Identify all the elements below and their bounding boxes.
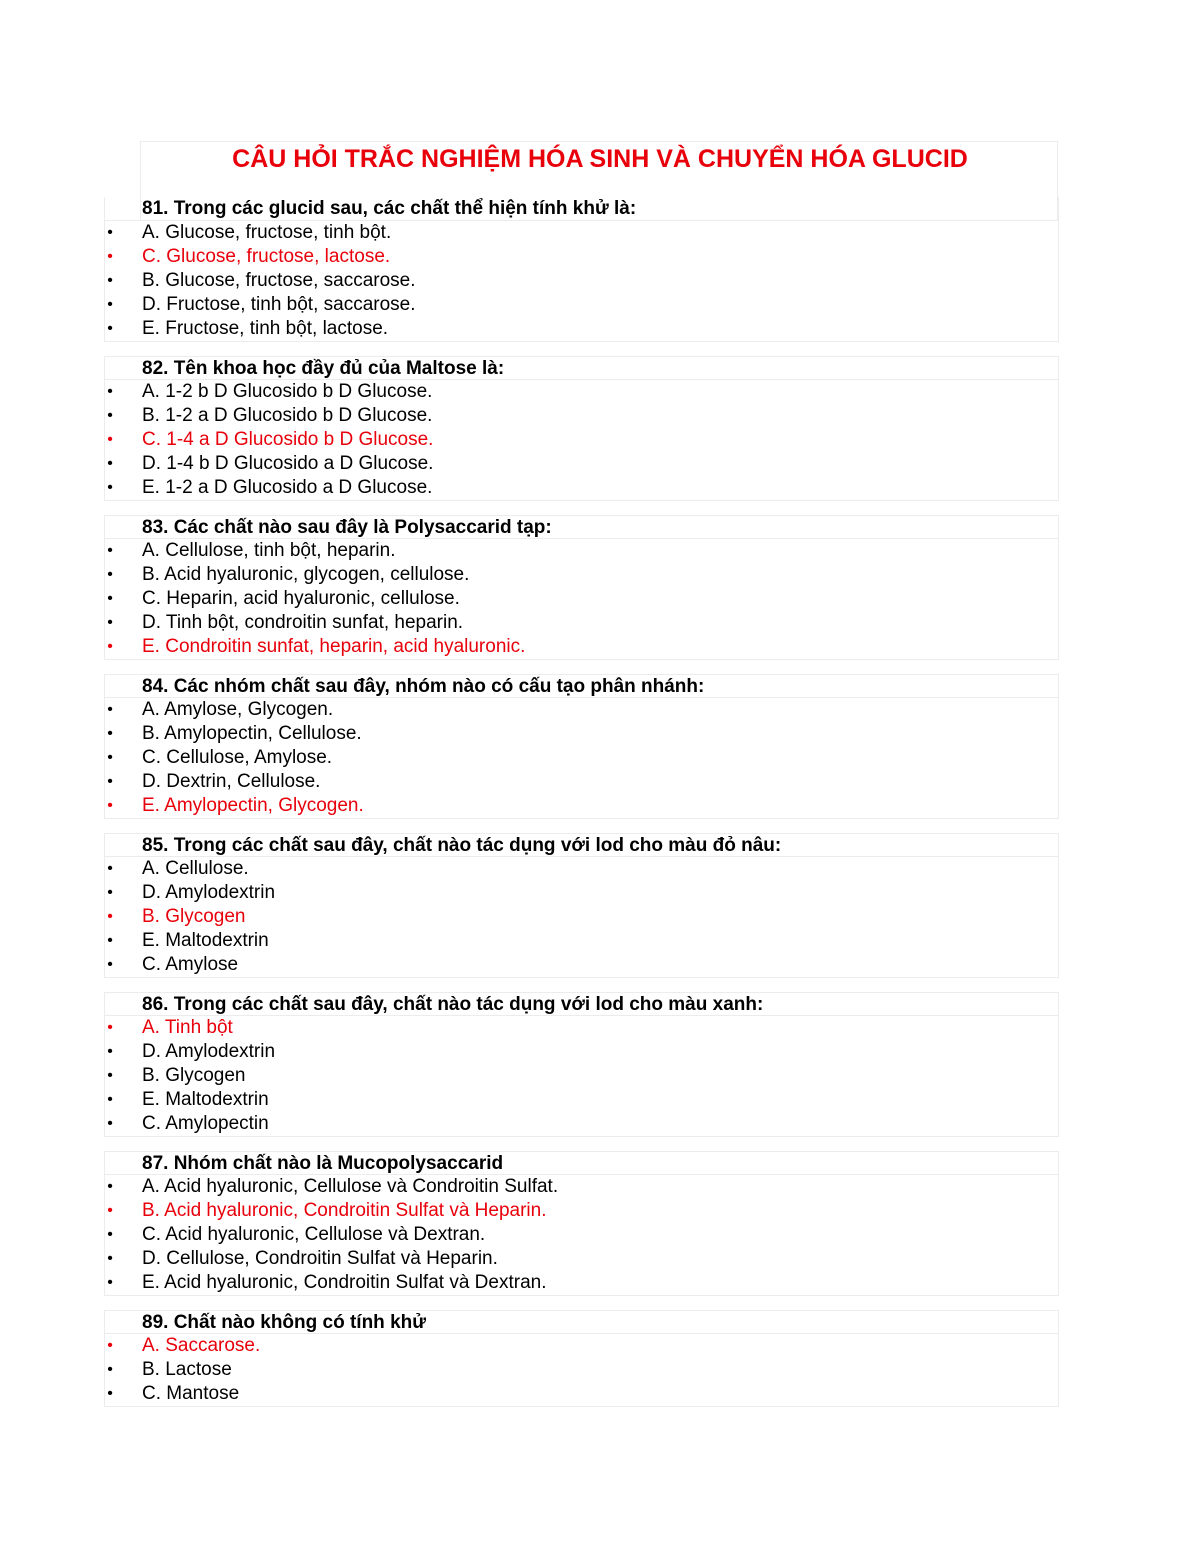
question-text: 87. Nhóm chất nào là Mucopolysaccarid	[104, 1151, 1059, 1175]
bullet-icon: •	[107, 773, 113, 790]
option-text: D. 1-4 b D Glucosido a D Glucose.	[142, 453, 434, 474]
bullet-icon: •	[107, 908, 113, 925]
bullet-icon: •	[107, 455, 113, 472]
bullet-icon: •	[107, 224, 113, 241]
option-list	[104, 1175, 1059, 1296]
answer-option-correct	[105, 1199, 1058, 1223]
question-text: 81. Trong các glucid sau, các chất thể hiện tính khử là:	[104, 197, 1059, 221]
bullet-icon: •	[107, 590, 113, 607]
bullet-icon: •	[107, 431, 113, 448]
option-list	[104, 698, 1059, 819]
bullet-icon: •	[107, 860, 113, 877]
option-text: E. Acid hyaluronic, Condroitin Sulfat và Dextran.	[142, 1272, 547, 1293]
bullet-icon: •	[107, 797, 113, 814]
bullet-icon: •	[107, 1019, 113, 1036]
option-text: E. Amylopectin, Glycogen.	[142, 795, 364, 816]
answer-option	[105, 1064, 1058, 1088]
option-text: A. Tinh bột	[142, 1017, 233, 1038]
answer-option	[105, 587, 1058, 611]
page-title: CÂU HỎI TRẮC NGHIỆM HÓA SINH VÀ CHUYỂN HÓA GLUCID	[232, 145, 968, 173]
answer-option	[105, 1358, 1058, 1382]
answer-option-correct	[105, 1334, 1058, 1358]
bullet-icon: •	[107, 566, 113, 583]
answer-option	[105, 269, 1058, 293]
option-list	[104, 1334, 1059, 1407]
answer-option	[105, 293, 1058, 317]
answer-option-correct	[105, 245, 1058, 269]
answer-option	[105, 929, 1058, 953]
bullet-icon: •	[107, 1043, 113, 1060]
bullet-icon: •	[107, 614, 113, 631]
answer-option	[105, 380, 1058, 404]
bullet-icon: •	[107, 884, 113, 901]
option-list	[104, 380, 1059, 501]
option-list	[104, 857, 1059, 978]
question-text: 86. Trong các chất sau đây, chất nào tác dụng với lod cho màu xanh:	[104, 992, 1059, 1016]
bullet-icon: •	[107, 272, 113, 289]
option-text: B. Glycogen	[142, 906, 246, 927]
answer-option-correct	[105, 1016, 1058, 1040]
question-block	[104, 833, 1059, 978]
answer-option	[105, 476, 1058, 500]
option-text: D. Tinh bột, condroitin sunfat, heparin.	[142, 612, 464, 633]
option-text: D. Dextrin, Cellulose.	[142, 771, 321, 792]
bullet-icon: •	[107, 956, 113, 973]
bullet-icon: •	[107, 407, 113, 424]
option-text: D. Cellulose, Condroitin Sulfat và Heparin.	[142, 1248, 498, 1269]
option-list	[104, 1016, 1059, 1137]
bullet-icon: •	[107, 1361, 113, 1378]
bullet-icon: •	[107, 1178, 113, 1195]
bullet-icon: •	[107, 725, 113, 742]
answer-option	[105, 698, 1058, 722]
answer-option	[105, 770, 1058, 794]
option-text: C. Amylose	[142, 954, 239, 975]
question-block	[104, 515, 1059, 660]
bullet-icon: •	[107, 1385, 113, 1402]
question-block	[104, 356, 1059, 501]
bullet-icon: •	[107, 701, 113, 718]
option-list	[104, 221, 1059, 342]
answer-option	[105, 539, 1058, 563]
question-text: 85. Trong các chất sau đây, chất nào tác dụng với lod cho màu đỏ nâu:	[104, 833, 1059, 857]
bullet-icon: •	[107, 1226, 113, 1243]
bullet-icon: •	[107, 1274, 113, 1291]
option-text: A. Cellulose, tinh bột, heparin.	[142, 540, 396, 561]
option-text: B. Amylopectin, Cellulose.	[142, 723, 362, 744]
option-text: B. Lactose	[142, 1359, 232, 1380]
option-text: B. Acid hyaluronic, glycogen, cellulose.	[142, 564, 470, 585]
answer-option	[105, 1271, 1058, 1295]
bullet-icon: •	[107, 296, 113, 313]
option-text: A. Acid hyaluronic, Cellulose và Condroitin Sulfat.	[142, 1176, 559, 1197]
answer-option	[105, 1040, 1058, 1064]
bullet-icon: •	[107, 479, 113, 496]
bullet-icon: •	[107, 638, 113, 655]
option-text: E. Maltodextrin	[142, 930, 269, 951]
option-text: C. Mantose	[142, 1383, 240, 1404]
answer-option	[105, 1382, 1058, 1406]
answer-option	[105, 611, 1058, 635]
answer-option-correct	[105, 905, 1058, 929]
answer-option	[105, 1247, 1058, 1271]
answer-option	[105, 404, 1058, 428]
question-block	[104, 1310, 1059, 1407]
answer-option-correct	[105, 428, 1058, 452]
option-text: D. Amylodextrin	[142, 1041, 276, 1062]
answer-option	[105, 1175, 1058, 1199]
option-text: B. Glycogen	[142, 1065, 246, 1086]
option-text: E. Condroitin sunfat, heparin, acid hyaluronic.	[142, 636, 526, 657]
question-text: 84. Các nhóm chất sau đây, nhóm nào có cấu tạo phân nhánh:	[104, 674, 1059, 698]
option-text: E. 1-2 a D Glucosido a D Glucose.	[142, 477, 433, 498]
bullet-icon: •	[107, 1091, 113, 1108]
answer-option	[105, 1223, 1058, 1247]
option-text: A. Saccarose.	[142, 1335, 261, 1356]
option-text: C. Cellulose, Amylose.	[142, 747, 333, 768]
option-text: E. Maltodextrin	[142, 1089, 269, 1110]
option-text: C. Heparin, acid hyaluronic, cellulose.	[142, 588, 460, 609]
question-text: 83. Các chất nào sau đây là Polysaccarid tạp:	[104, 515, 1059, 539]
bullet-icon: •	[107, 1337, 113, 1354]
option-text: B. Acid hyaluronic, Condroitin Sulfat và Heparin.	[142, 1200, 547, 1221]
bullet-icon: •	[107, 1202, 113, 1219]
answer-option	[105, 746, 1058, 770]
option-text: E. Fructose, tinh bột, lactose.	[142, 318, 389, 339]
answer-option	[105, 317, 1058, 341]
answer-option-correct	[105, 794, 1058, 818]
question-block	[104, 992, 1059, 1137]
answer-option	[105, 953, 1058, 977]
bullet-icon: •	[107, 749, 113, 766]
bullet-icon: •	[107, 1250, 113, 1267]
answer-option	[105, 1088, 1058, 1112]
bullet-icon: •	[107, 932, 113, 949]
option-text: A. Amylose, Glycogen.	[142, 699, 334, 720]
option-text: C. Amylopectin	[142, 1113, 269, 1134]
option-text: A. 1-2 b D Glucosido b D Glucose.	[142, 381, 433, 402]
answer-option	[105, 881, 1058, 905]
question-block	[104, 1151, 1059, 1296]
bullet-icon: •	[107, 320, 113, 337]
bullet-icon: •	[107, 383, 113, 400]
answer-option-correct	[105, 635, 1058, 659]
answer-option	[105, 722, 1058, 746]
answer-option	[105, 1112, 1058, 1136]
bullet-icon: •	[107, 542, 113, 559]
bullet-icon: •	[107, 1067, 113, 1084]
answer-option	[105, 563, 1058, 587]
answer-option	[105, 452, 1058, 476]
bullet-icon: •	[107, 248, 113, 265]
option-text: C. Glucose, fructose, lactose.	[142, 246, 391, 267]
option-text: C. 1-4 a D Glucosido b D Glucose.	[142, 429, 434, 450]
question-text: 82. Tên khoa học đầy đủ của Maltose là:	[104, 356, 1059, 380]
option-text: C. Acid hyaluronic, Cellulose và Dextran.	[142, 1224, 486, 1245]
option-text: D. Amylodextrin	[142, 882, 276, 903]
bullet-icon: •	[107, 1115, 113, 1132]
option-text: D. Fructose, tinh bột, saccarose.	[142, 294, 416, 315]
option-text: A. Glucose, fructose, tinh bột.	[142, 222, 392, 243]
question-text: 89. Chất nào không có tính khử	[104, 1310, 1059, 1334]
answer-option	[105, 857, 1058, 881]
answer-option	[105, 221, 1058, 245]
option-text: B. 1-2 a D Glucosido b D Glucose.	[142, 405, 433, 426]
option-list	[104, 539, 1059, 660]
option-text: B. Glucose, fructose, saccarose.	[142, 270, 416, 291]
question-block	[104, 674, 1059, 819]
question-block	[104, 197, 1059, 342]
option-text: A. Cellulose.	[142, 858, 249, 879]
